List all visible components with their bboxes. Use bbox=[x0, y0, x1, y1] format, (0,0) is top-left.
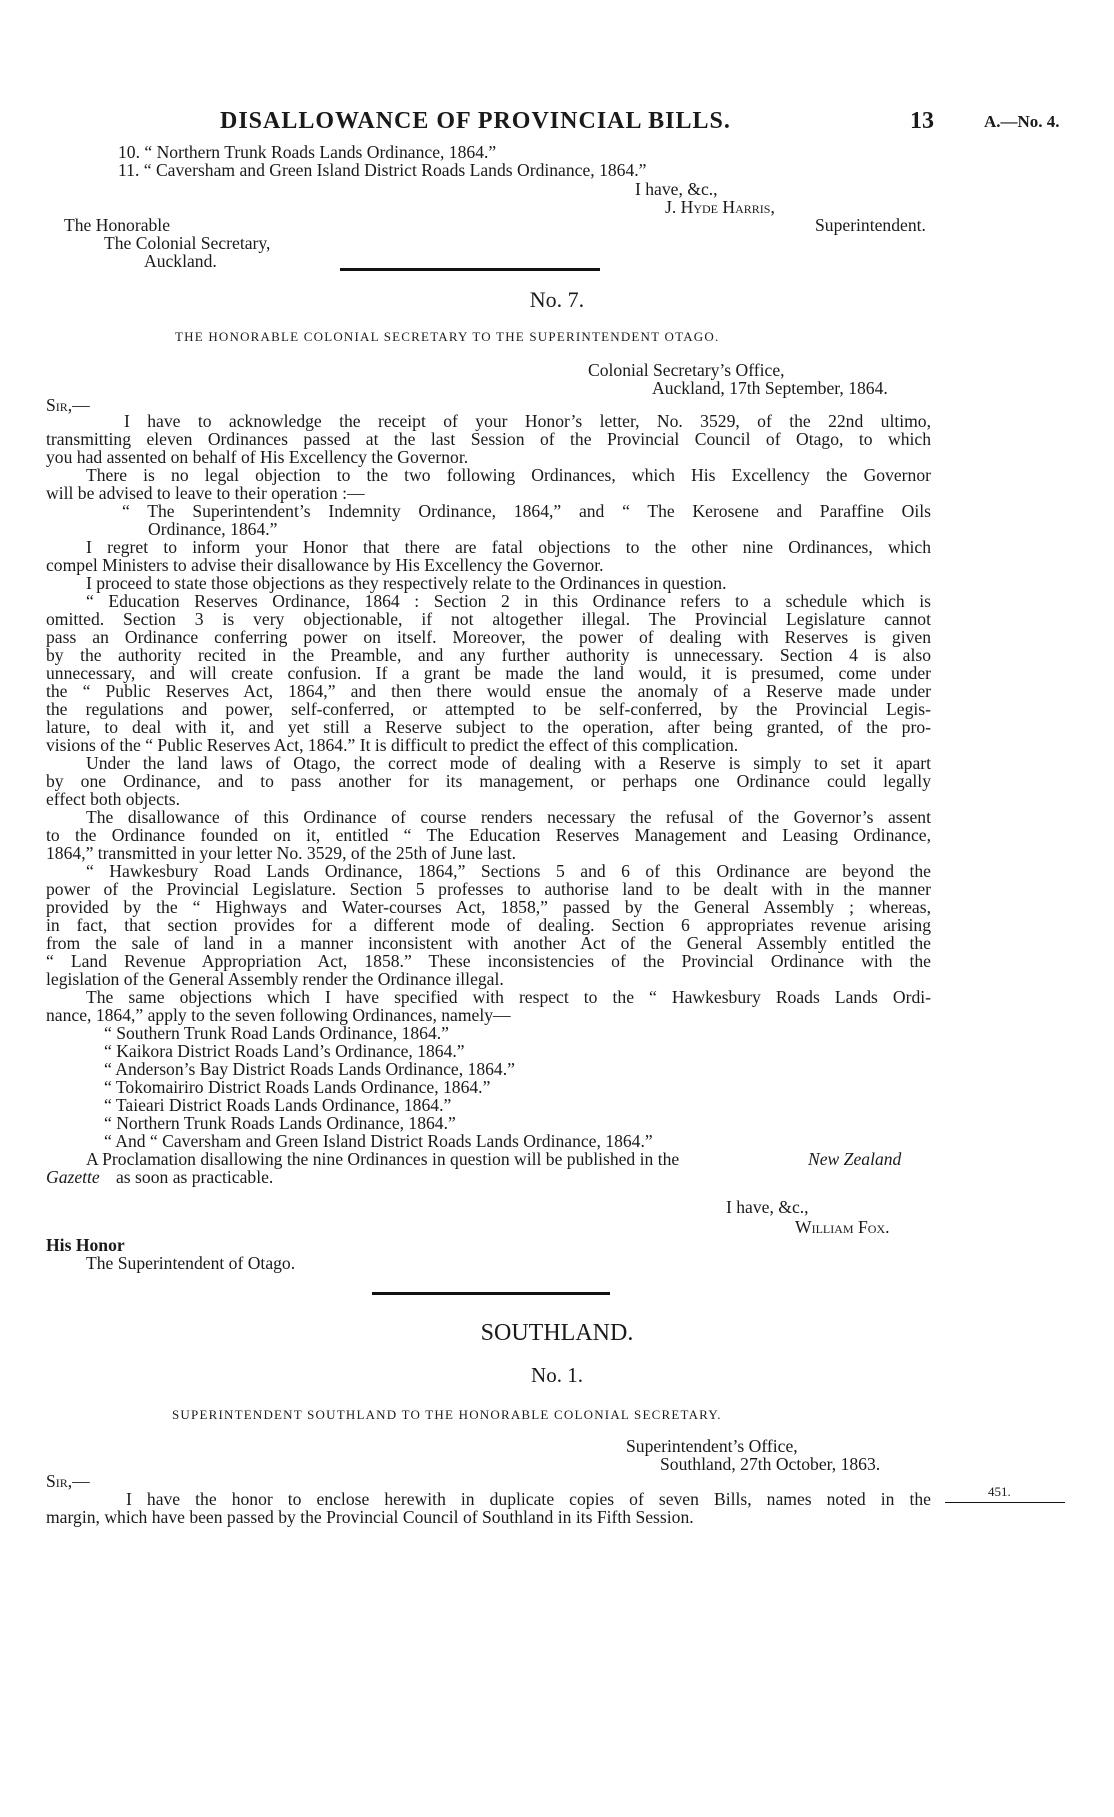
body-line: nance, 1864,” apply to the seven following Ordinances, namely— bbox=[46, 1005, 511, 1025]
body-line: omitted. Section 3 is very objectionable, if not altogether illegal. The Provincial Legislature cannot bbox=[46, 609, 931, 629]
body-line: unnecessary, and will create confusion. If a grant be made the land would, it is presumed, come under bbox=[46, 663, 931, 683]
letter-subheading: THE HONORABLE COLONIAL SECRETARY TO THE SUPERINTENDENT OTAGO. bbox=[175, 329, 720, 344]
list-item: “ Taieari District Roads Lands Ordinance, 1864.” bbox=[104, 1095, 452, 1115]
body-line-italic bbox=[46, 1168, 100, 1187]
body-line: the “ Public Reserves Act, 1864,” and then there would ensue the anomaly of a Reserve made under bbox=[46, 681, 931, 701]
margin-rule bbox=[945, 1502, 1065, 1503]
body-line: “ Land Revenue Appropriation Act, 1858.” These inconsistencies of the Provincial Ordinance with the bbox=[46, 951, 931, 971]
list-item: “ Southern Trunk Road Lands Ordinance, 1864.” bbox=[104, 1023, 449, 1043]
list-item: “ Tokomairiro District Roads Lands Ordinance, 1864.” bbox=[104, 1077, 491, 1097]
page-title: DISALLOWANCE OF PROVINCIAL BILLS. bbox=[220, 108, 731, 134]
signature: William Fox. bbox=[795, 1217, 890, 1237]
body-line: 1864,” transmitted in your letter No. 3529, of the 25th of June last. bbox=[46, 843, 517, 863]
italic-text: New Zealand bbox=[808, 1149, 902, 1169]
list-item: “ And “ Caversham and Green Island District Roads Lands Ordinance, 1864.” bbox=[104, 1131, 653, 1151]
body-line: A Proclamation disallowing the nine Ordinances in question will be published in the bbox=[86, 1149, 680, 1169]
body-line: will be advised to leave to their operation :— bbox=[46, 483, 365, 503]
place-date: Auckland, 17th September, 1864. bbox=[652, 378, 888, 398]
body-line: to the Ordinance founded on it, entitled “ The Education Reserves Management and Leasing Ordinance, bbox=[46, 825, 931, 845]
body-line: provided by the “ Highways and Water-courses Act, 1858,” passed by the General Assembly ; whereas, bbox=[46, 897, 931, 917]
body-line: “ The Superintendent’s Indemnity Ordinance, 1864,” and “ The Kerosene and Paraffine Oils bbox=[122, 501, 931, 521]
body-line: Ordinance, 1864.” bbox=[148, 519, 278, 539]
body-line: The disallowance of this Ordinance of course renders necessary the refusal of the Governor’s assent bbox=[86, 807, 931, 827]
body-line: as soon as practicable. bbox=[116, 1167, 274, 1187]
body-line: I regret to inform your Honor that there are fatal objections to the other nine Ordinances, which bbox=[86, 537, 931, 557]
body-line: There is no legal objection to the two following Ordinances, which His Excellency the Governor bbox=[86, 465, 931, 485]
body-line: margin, which have been passed by the Provincial Council of Southland in its Fifth Session. bbox=[46, 1507, 694, 1527]
letter-number: No. 1. bbox=[531, 1363, 583, 1387]
body-line: by the authority recited in the Preamble, and any further authority is unnecessary. Section 4 is also bbox=[46, 645, 931, 665]
list-item: 11. “ Caversham and Green Island District Roads Lands Ordinance, 1864.” bbox=[118, 160, 647, 180]
section-divider bbox=[372, 1292, 610, 1295]
body-line: transmitting eleven Ordinances passed at the last Session of the Provincial Council of Otago, to which bbox=[46, 429, 931, 449]
body-line: power of the Provincial Legislature. Section 5 professes to authorise land to be dealt with in the manner bbox=[46, 879, 931, 899]
signature: J. Hyde Harris, bbox=[665, 197, 775, 217]
series-number: A.—No. 4. bbox=[984, 112, 1060, 131]
salutation: Sir,— bbox=[46, 395, 90, 415]
section-heading: SOUTHLAND. bbox=[480, 1320, 634, 1346]
body-line: lature, to deal with it, and yet still a Reserve subject to the operation, after being granted, of the pro- bbox=[46, 717, 931, 737]
margin-note: 451. bbox=[988, 1484, 1011, 1499]
body-line: Under the land laws of Otago, the correct mode of dealing with a Reserve is simply to set it apart bbox=[86, 753, 931, 773]
section-divider bbox=[340, 268, 600, 271]
addressee-line: The Superintendent of Otago. bbox=[86, 1253, 296, 1273]
body-line-italic bbox=[808, 1150, 901, 1169]
italic-text: Gazette bbox=[46, 1167, 100, 1187]
body-line: pass an Ordinance conferring power on itself. Moreover, the power of dealing with Reserves is given bbox=[46, 627, 931, 647]
addressee-line: His Honor bbox=[46, 1235, 125, 1255]
body-line: by one Ordinance, and to pass another for its management, or perhaps one Ordinance could legally bbox=[46, 771, 931, 791]
body-line: “ Education Reserves Ordinance, 1864 : Section 2 in this Ordinance refers to a schedule which is bbox=[86, 591, 931, 611]
body-line: from the sale of land in a manner inconsistent with another Act of the General Assembly entitled the bbox=[46, 933, 931, 953]
addressee-line: Auckland. bbox=[144, 251, 217, 271]
body-line: The same objections which I have specified with respect to the “ Hawkesbury Roads Lands Ordi- bbox=[86, 987, 931, 1007]
body-line: in fact, that section provides for a different mode of dealing. Section 6 appropriates revenue arising bbox=[46, 915, 931, 935]
office: Superintendent’s Office, bbox=[626, 1436, 798, 1456]
body-line: I proceed to state those objections as they respectively relate to the Ordinances in question. bbox=[86, 573, 727, 593]
body-line: visions of the “ Public Reserves Act, 1864.” It is difficult to predict the effect of this complication. bbox=[46, 735, 739, 755]
body-line: effect both objects. bbox=[46, 789, 181, 809]
running-header bbox=[0, 108, 1114, 138]
office: Colonial Secretary’s Office, bbox=[588, 360, 785, 380]
body-line: I have the honor to enclose herewith in duplicate copies of seven Bills, names noted in the bbox=[126, 1489, 931, 1509]
addressee-line: The Colonial Secretary, bbox=[104, 233, 271, 253]
body-line: “ Hawkesbury Road Lands Ordinance, 1864,” Sections 5 and 6 of this Ordinance are beyond the bbox=[86, 861, 931, 881]
page-number: 13 bbox=[910, 108, 934, 134]
list-item: “ Anderson’s Bay District Roads Lands Ordinance, 1864.” bbox=[104, 1059, 515, 1079]
addressee-line: The Honorable bbox=[64, 215, 171, 235]
body-line: the regulations and power, self-conferred, or attempted to be self-conferred, by the Provincial Legis- bbox=[46, 699, 931, 719]
list-item: “ Kaikora District Roads Land’s Ordinance, 1864.” bbox=[104, 1041, 465, 1061]
body-line: I have to acknowledge the receipt of your Honor’s letter, No. 3529, of the 22nd ultimo, bbox=[124, 411, 931, 431]
body-line: compel Ministers to advise their disallowance by His Excellency the Governor. bbox=[46, 555, 604, 575]
list-item: 10. “ Northern Trunk Roads Lands Ordinance, 1864.” bbox=[118, 142, 497, 162]
body-line: you had assented on behalf of His Excellency the Governor. bbox=[46, 447, 469, 467]
list-item: “ Northern Trunk Roads Lands Ordinance, 1864.” bbox=[104, 1113, 456, 1133]
salutation: Sir,— bbox=[46, 1471, 90, 1491]
letter-number: No. 7. bbox=[529, 287, 585, 312]
letter-subheading: SUPERINTENDENT SOUTHLAND TO THE HONORABLE COLONIAL SECRETARY. bbox=[172, 1407, 722, 1422]
closing: I have, &c., bbox=[726, 1197, 809, 1217]
place-date: Southland, 27th October, 1863. bbox=[660, 1454, 881, 1474]
body-line: legislation of the General Assembly render the Ordinance illegal. bbox=[46, 969, 504, 989]
closing: I have, &c., bbox=[635, 179, 718, 199]
signature-title: Superintendent. bbox=[815, 215, 926, 235]
